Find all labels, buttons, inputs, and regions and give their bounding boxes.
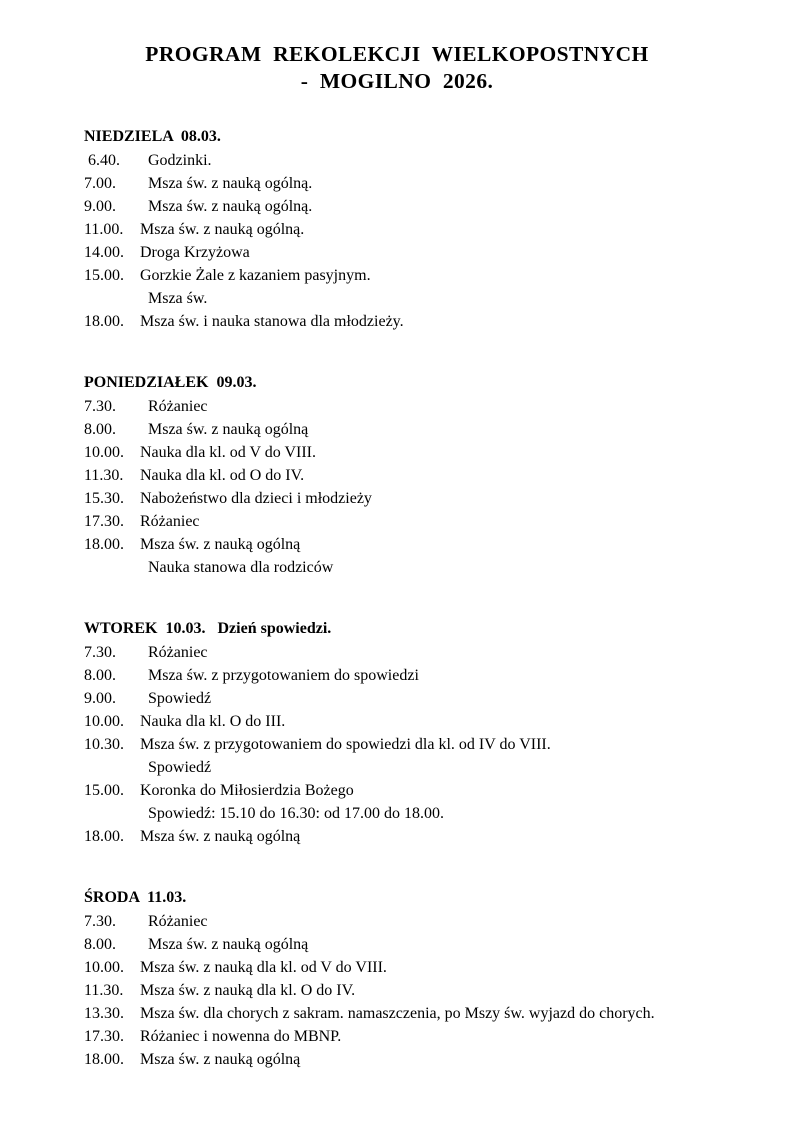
- entry-description: Msza św. z nauką ogólną.: [140, 198, 313, 215]
- schedule-entry: [84, 264, 754, 287]
- entry-time: 17.30.: [84, 513, 124, 530]
- entry-description: Nauka dla kl. O do III.: [140, 713, 286, 730]
- entry-description: Gorzkie Żale z kazaniem pasyjnym.: [140, 267, 371, 284]
- entry-description: Spowiedź: [140, 690, 212, 707]
- schedule-entry: [84, 687, 754, 710]
- entry-time: 11.00.: [84, 221, 124, 238]
- entry-time: 7.30.: [84, 398, 116, 415]
- entry-description: Msza św. z nauką dla kl. od V do VIII.: [140, 959, 387, 976]
- schedule-entry: [84, 710, 754, 733]
- schedule-entry: [84, 464, 754, 487]
- schedule-entry-continuation: [84, 756, 754, 779]
- entry-description: Msza św.: [148, 290, 208, 307]
- entry-description: Msza św. dla chorych z sakram. namaszczenia, po Mszy św. wyjazd do chorych.: [140, 1005, 655, 1022]
- entry-description: Msza św. z nauką dla kl. O do IV.: [140, 982, 356, 999]
- day-section: [84, 371, 754, 579]
- schedule-entry: [84, 195, 754, 218]
- entry-description: Msza św. z nauką ogólną.: [140, 221, 305, 238]
- entry-time: 8.00.: [84, 667, 116, 684]
- schedule-entry: [84, 641, 754, 664]
- entry-description: Msza św. z nauką ogólną: [140, 828, 301, 845]
- schedule-entry: [84, 533, 754, 556]
- page-title-line-1: PROGRAM REKOLEKCJI WIELKOPOSTNYCH: [145, 42, 649, 66]
- page-title: [0, 0, 794, 95]
- schedule-entry: [84, 241, 754, 264]
- day-heading: WTOREK 10.03. Dzień spowiedzi.: [84, 620, 332, 637]
- entry-time: 13.30.: [84, 1005, 124, 1022]
- entry-description: Różaniec: [140, 513, 200, 530]
- entry-description: Godzinki.: [140, 152, 212, 169]
- schedule-entry: [84, 395, 754, 418]
- entry-description: Droga Krzyżowa: [140, 244, 250, 261]
- schedule-entry-list: [84, 395, 754, 579]
- entry-time: 18.00.: [84, 536, 124, 553]
- entry-time: 15.00.: [84, 782, 124, 799]
- entry-description: Nauka stanowa dla rodziców: [148, 559, 334, 576]
- entry-time: 18.00.: [84, 1051, 124, 1068]
- entry-description: Msza św. z nauką ogólną.: [140, 175, 313, 192]
- entry-time: 8.00.: [84, 421, 116, 438]
- entry-time: 17.30.: [84, 1028, 124, 1045]
- schedule-entry: [84, 664, 754, 687]
- schedule-entry: [84, 149, 754, 172]
- schedule-entry: [84, 979, 754, 1002]
- entry-description: Msza św. z nauką ogólną: [140, 936, 309, 953]
- schedule-entry-list: [84, 910, 754, 1071]
- schedule-entry: [84, 733, 754, 756]
- entry-time: 7.30.: [84, 644, 116, 661]
- entry-time: 18.00.: [84, 313, 124, 330]
- entry-description: Nauka dla kl. od O do IV.: [140, 467, 305, 484]
- entry-description: Różaniec i nowenna do MBNP.: [140, 1028, 342, 1045]
- entry-time: 6.40.: [84, 152, 120, 169]
- entry-description: Różaniec: [140, 398, 208, 415]
- schedule-entry: [84, 1025, 754, 1048]
- schedule-entry-list: [84, 149, 754, 333]
- schedule-entry: [84, 1048, 754, 1071]
- schedule-entry-list: [84, 641, 754, 848]
- entry-time: 9.00.: [84, 198, 116, 215]
- entry-description: Nauka dla kl. od V do VIII.: [140, 444, 316, 461]
- day-section: [84, 617, 754, 848]
- schedule-entry: [84, 487, 754, 510]
- schedule-entry: [84, 172, 754, 195]
- entry-time: 7.30.: [84, 913, 116, 930]
- entry-description: Msza św. z nauką ogólną: [140, 421, 309, 438]
- schedule-entry-continuation: [84, 287, 754, 310]
- schedule-entry: [84, 910, 754, 933]
- entry-time: 10.00.: [84, 959, 124, 976]
- entry-time: 7.00.: [84, 175, 116, 192]
- entry-description: Różaniec: [140, 913, 208, 930]
- entry-time: 15.00.: [84, 267, 124, 284]
- entry-description: Spowiedź: 15.10 do 16.30: od 17.00 do 18.00.: [148, 805, 444, 822]
- schedule-entry: [84, 1002, 754, 1025]
- schedule-entry: [84, 510, 754, 533]
- schedule-entry: [84, 956, 754, 979]
- schedule-entry: [84, 418, 754, 441]
- entry-description: Nabożeństwo dla dzieci i młodzieży: [140, 490, 372, 507]
- day-section: [84, 125, 754, 333]
- entry-time: 10.00.: [84, 713, 124, 730]
- entry-description: Msza św. z przygotowaniem do spowiedzi: [140, 667, 419, 684]
- entry-description: Spowiedź: [148, 759, 212, 776]
- entry-description: Msza św. z przygotowaniem do spowiedzi dla kl. od IV do VIII.: [140, 736, 551, 753]
- schedule-entry: [84, 779, 754, 802]
- schedule-entry-continuation: [84, 556, 754, 579]
- entry-time: 10.00.: [84, 444, 124, 461]
- schedule-entry: [84, 825, 754, 848]
- day-heading: NIEDZIELA 08.03.: [84, 128, 221, 145]
- entry-description: Różaniec: [140, 644, 208, 661]
- schedule-entry: [84, 441, 754, 464]
- entry-time: 18.00.: [84, 828, 124, 845]
- schedule-entry-continuation: [84, 802, 754, 825]
- entry-description: Koronka do Miłosierdzia Bożego: [140, 782, 354, 799]
- day-section: [84, 886, 754, 1071]
- schedule-entry: [84, 310, 754, 333]
- entry-time: 10.30.: [84, 736, 124, 753]
- entry-time: 8.00.: [84, 936, 116, 953]
- entry-time: 9.00.: [84, 690, 116, 707]
- entry-description: Msza św. i nauka stanowa dla młodzieży.: [140, 313, 404, 330]
- day-heading: PONIEDZIAŁEK 09.03.: [84, 374, 257, 391]
- schedule-entry: [84, 218, 754, 241]
- entry-description: Msza św. z nauką ogólną: [140, 1051, 301, 1068]
- schedule-content: [0, 125, 794, 1071]
- entry-time: 15.30.: [84, 490, 124, 507]
- entry-time: 14.00.: [84, 244, 124, 261]
- entry-time: 11.30.: [84, 467, 124, 484]
- page-title-line-2: - MOGILNO 2026.: [300, 69, 494, 93]
- entry-description: Msza św. z nauką ogólną: [140, 536, 301, 553]
- entry-time: 11.30.: [84, 982, 124, 999]
- day-heading: ŚRODA 11.03.: [84, 889, 187, 906]
- schedule-entry: [84, 933, 754, 956]
